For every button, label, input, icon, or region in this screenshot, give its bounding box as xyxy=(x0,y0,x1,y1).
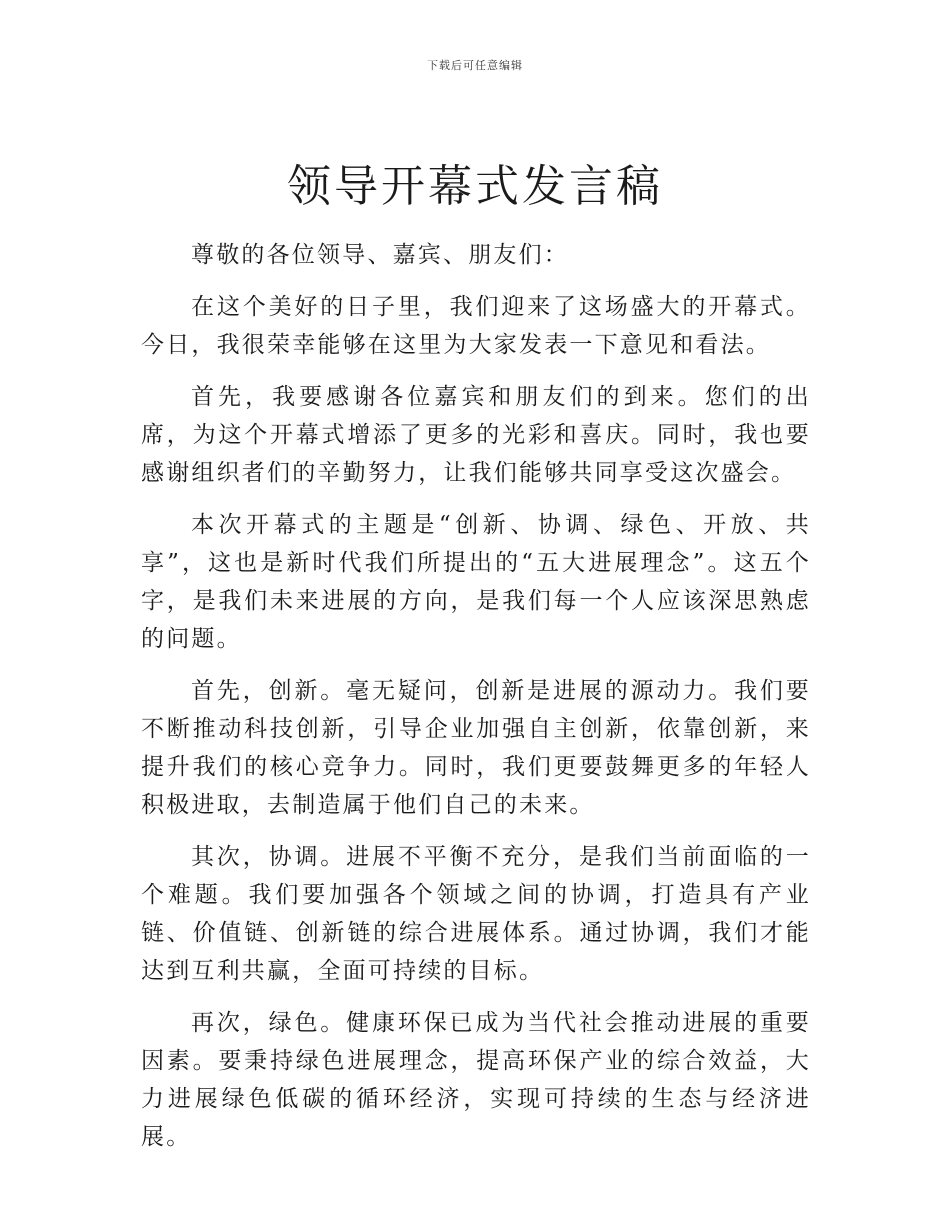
paragraph-theme: 本次开幕式的主题是“创新、协调、绿色、开放、共享”，这也是新时代我们所提出的“五大进展理念”。这五个字，是我们未来进展的方向，是我们每一个人应该深思熟虑的问题。 xyxy=(141,512,811,652)
paragraph-green: 再次，绿色。健康环保已成为当代社会推动进展的重要因素。要秉持绿色进展理念，提高环保产业的综合效益，大力进展绿色低碳的循环经济，实现可持续的生态与经济进展。 xyxy=(141,1010,811,1150)
paragraph-opening: 在这个美好的日子里，我们迎来了这场盛大的开幕式。今日，我很荣幸能够在这里为大家发表一下意见和看法。 xyxy=(141,294,811,358)
header-note: 下载后可任意编辑 xyxy=(427,59,523,72)
paragraph-thanks: 首先，我要感谢各位嘉宾和朋友们的到来。您们的出席，为这个开幕式增添了更多的光彩和喜庆。同时，我也要感谢组织者们的辛勤努力，让我们能够共同享受这次盛会。 xyxy=(141,384,811,486)
paragraph-innovation: 首先，创新。毫无疑问，创新是进展的源动力。我们要不断推动科技创新，引导企业加强自主创新，依靠创新，来提升我们的核心竞争力。同时，我们更要鼓舞更多的年轻人积极进取，去制造属于他们自己的未来。 xyxy=(141,678,811,818)
paragraph-salutation: 尊敬的各位领导、嘉宾、朋友们： xyxy=(191,242,569,268)
document-body xyxy=(141,236,811,1170)
document-title: 领导开幕式发言稿 xyxy=(287,161,663,212)
paragraph-coordination: 其次，协调。进展不平衡不充分，是我们当前面临的一个难题。我们要加强各个领域之间的协调，打造具有产业链、价值链、创新链的综合进展体系。通过协调，我们才能达到互利共赢，全面可持续的目标。 xyxy=(141,844,811,984)
